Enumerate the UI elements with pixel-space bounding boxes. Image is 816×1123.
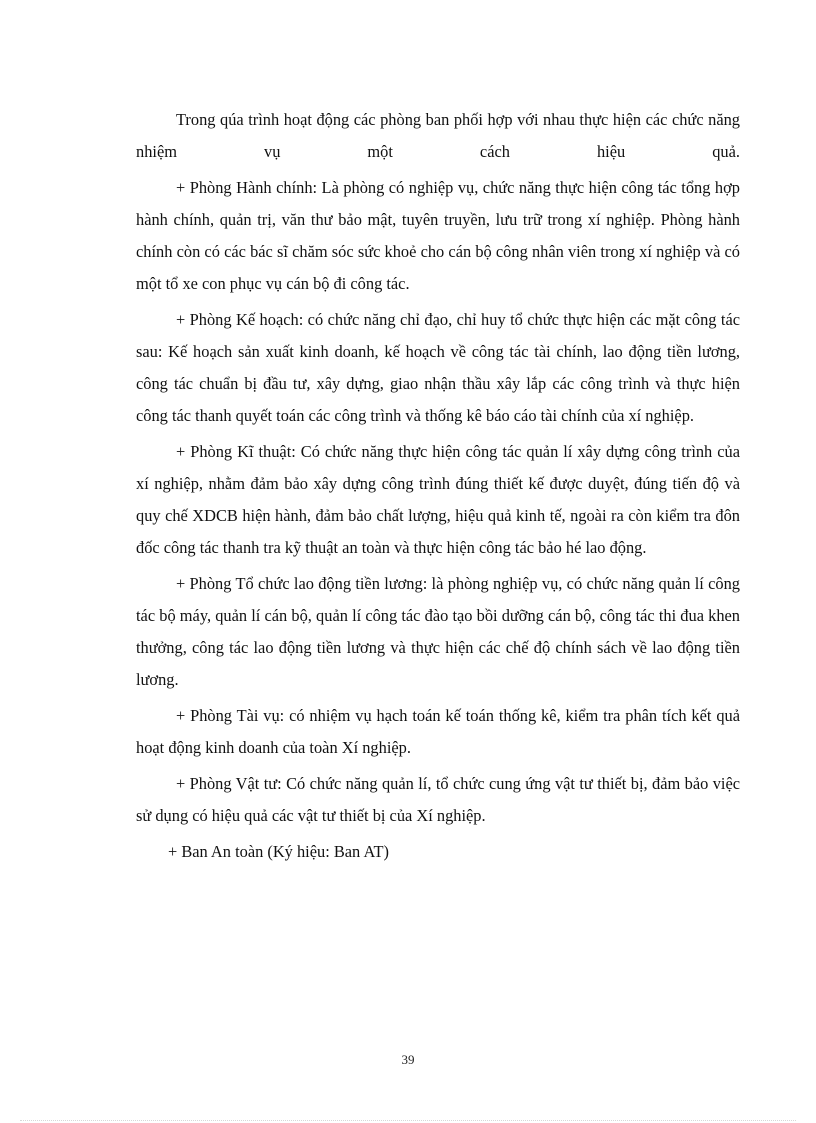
paragraph-phong-hanh-chinh: + Phòng Hành chính: Là phòng có nghiệp vụ, chức năng thực hiện công tác tổng hợp hành chính, quản trị, văn thư bảo mật, tuyên truyền, lưu trữ trong xí nghiệp. Phòng hành chính còn có các bác sĩ chăm sóc sức khoẻ cho cán bộ công nhân viên trong xí nghiệp và có một tổ xe con phục vụ cán bộ đi công tác. <box>136 178 740 293</box>
paragraph-phong-ki-thuat: + Phòng Kĩ thuật: Có chức năng thực hiện công tác quản lí xây dựng công trình của xí nghiệp, nhằm đảm bảo xây dựng công trình đúng thiết kế được duyệt, đúng tiến độ và quy chế XDCB hiện hành, đảm bảo chất lượng, hiệu quả kinh tế, ngoài ra còn kiểm tra đôn đốc công tác thanh tra kỹ thuật an toàn và thực hiện công tác bảo hé lao động. <box>136 442 740 557</box>
body-text <box>136 104 740 872</box>
paragraph-phong-tai-vu: + Phòng Tài vụ: có nhiệm vụ hạch toán kế toán thống kê, kiểm tra phân tích kết quả hoạt động kinh doanh của toàn Xí nghiệp. <box>136 706 740 757</box>
paragraph-ban-an-toan: + Ban An toàn (Ký hiệu: Ban AT) <box>168 842 389 861</box>
paragraph-phong-to-chuc: + Phòng Tổ chức lao động tiền lương: là phòng nghiệp vụ, có chức năng quản lí công tác bộ máy, quản lí cán bộ, quản lí công tác đào tạo bồi dưỡng cán bộ, công tác thi đua khen thưởng, công tác lao động tiền lương và thực hiện các chế độ chính sách về lao động tiền lương. <box>136 574 740 689</box>
paragraph-intro: Trong qúa trình hoạt động các phòng ban phối hợp với nhau thực hiện các chức năng nhiệm vụ một cách hiệu quả. <box>136 110 740 161</box>
paragraph-phong-ke-hoach: + Phòng Kế hoạch: có chức năng chỉ đạo, chỉ huy tổ chức thực hiện các mặt công tác sau: Kế hoạch sản xuất kinh doanh, kế hoạch về công tác tài chính, lao động tiền lương, công tác chuẩn bị đầu tư, xây dựng, giao nhận thầu xây lắp các công trình và thực hiện công tác thanh quyết toán các công trình và thống kê báo cáo tài chính của xí nghiệp. <box>136 310 740 425</box>
page-number: 39 <box>401 1052 415 1067</box>
footer-divider <box>20 1120 796 1121</box>
paragraph-phong-vat-tu: + Phòng Vật tư: Có chức năng quản lí, tổ chức cung ứng vật tư thiết bị, đảm bảo việc sử dụng có hiệu quả các vật tư thiết bị của Xí nghiệp. <box>136 774 740 825</box>
